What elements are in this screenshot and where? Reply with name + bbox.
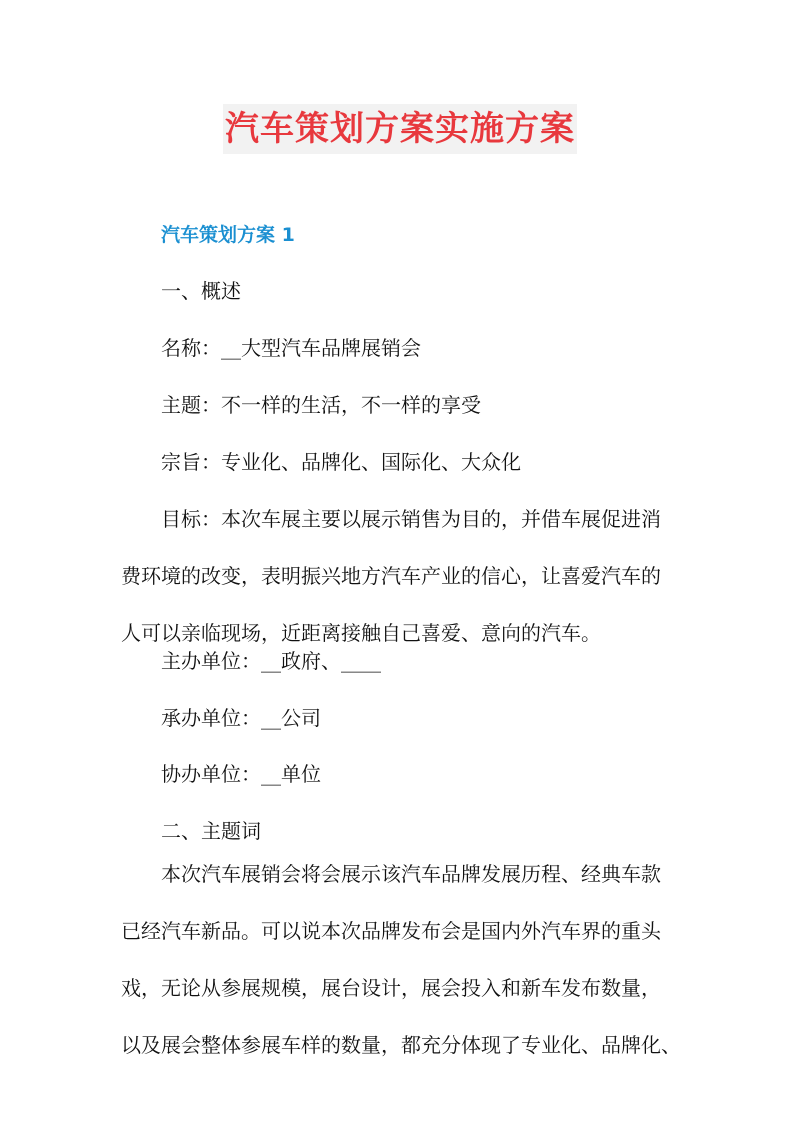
- name-line: 名称：__大型汽车品牌展销会: [161, 336, 421, 360]
- theme-line: 主题：不一样的生活，不一样的享受: [161, 393, 481, 417]
- section-heading: 汽车策划方案 1: [161, 224, 295, 246]
- purpose-line: 宗旨：专业化、品牌化、国际化、大众化: [161, 450, 521, 474]
- overview-heading: 一、概述: [161, 279, 241, 303]
- goal-paragraph-line: 费环境的改变，表明振兴地方汽车产业的信心，让喜爱汽车的: [121, 564, 661, 588]
- theme-words-paragraph: [121, 846, 681, 1074]
- theme-words-heading: 二、主题词: [161, 819, 261, 843]
- goal-paragraph: [121, 491, 681, 662]
- organizer-line: 承办单位：__公司: [161, 706, 321, 730]
- theme-words-paragraph-line: 本次汽车展销会将会展示该汽车品牌发展历程、经典车款: [121, 862, 661, 886]
- theme-words-paragraph-line: 戏，无论从参展规模，展台设计，展会投入和新车发布数量，: [121, 976, 661, 1000]
- host-line: 主办单位：__政府、____: [161, 649, 381, 673]
- goal-paragraph-line: 目标：本次车展主要以展示销售为目的，并借车展促进消: [121, 507, 661, 531]
- co-organizer-line: 协办单位：__单位: [161, 762, 321, 786]
- title-container: [0, 104, 800, 154]
- document-title: 汽车策划方案实施方案: [223, 104, 577, 154]
- theme-words-paragraph-line: 已经汽车新品。可以说本次品牌发布会是国内外汽车界的重头: [121, 919, 661, 943]
- theme-words-paragraph-line: 以及展会整体参展车样的数量，都充分体现了专业化、品牌化、: [121, 1033, 681, 1057]
- goal-paragraph-line: 人可以亲临现场，近距离接触自己喜爱、意向的汽车。: [121, 621, 601, 645]
